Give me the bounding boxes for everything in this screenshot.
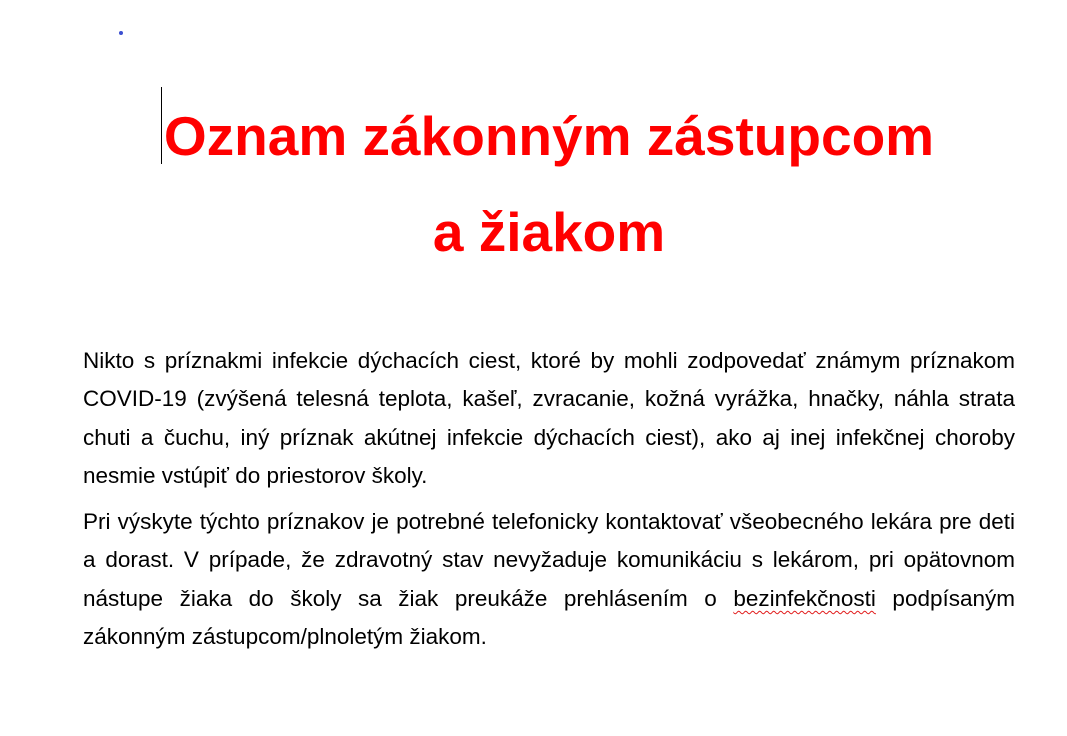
paragraph-2 [83, 503, 1015, 656]
paragraph-marker-dot [119, 31, 123, 35]
document-body[interactable] [83, 342, 1015, 664]
paragraph-2-text-before: Pri výskyte týchto príznakov je potrebné telefonicky kontaktovať všeobecného lekára pre deti a dorast. V prípade, že zdravotný stav nevyžaduje komunikáciu s lekárom, pri opätovnom nástupe žiaka do školy sa žiak preukáže prehlásením o [83, 509, 1015, 611]
paragraph-2-text-after: podpísaným zákonným zástupcom/plnoletým žiakom. [83, 585, 1016, 650]
title-line-1: Oznam zákonným zástupcom [163, 105, 935, 167]
title-line-2: a žiakom [432, 201, 666, 263]
paragraph-1: Nikto s príznakmi infekcie dýchacích ciest, ktoré by mohli zodpovedať známym príznakom COVID-19 (zvýšená telesná teplota, kašeľ, zvracanie, kožná vyrážka, hnačky, náhla strata chuti a čuchu, iný príznak akútnej infekcie dýchacích ciest), ako aj inej infekčnej choroby nesmie vstúpiť do priestorov školy. [83, 348, 1015, 488]
document-title[interactable] [0, 88, 1067, 280]
spellcheck-flagged-word[interactable]: bezinfekčnosti [733, 585, 876, 611]
